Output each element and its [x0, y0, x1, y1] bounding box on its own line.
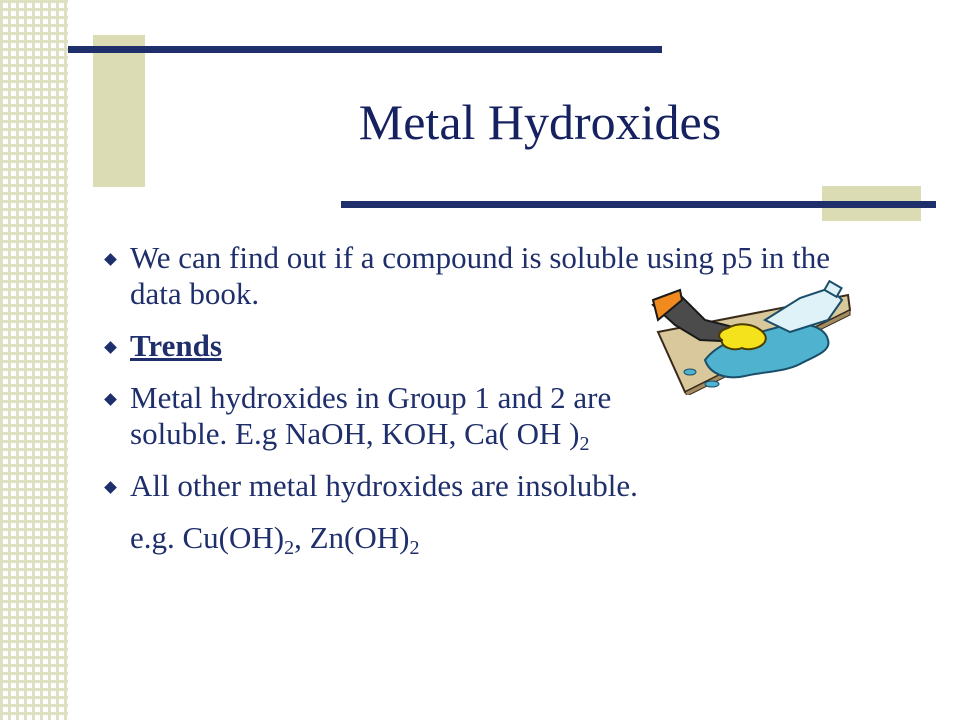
bullet-text: All other metal hydroxides are insoluble. — [130, 468, 638, 503]
bullet-text: We can find out if a compound is soluble using p5 in the data book. — [130, 240, 831, 311]
bullet-item-insoluble — [100, 468, 860, 504]
example-middle: , Zn(OH) — [294, 520, 410, 555]
subscript: 2 — [579, 433, 590, 455]
slide-title: Metal Hydroxides — [358, 94, 722, 150]
decorative-navy-line-top — [68, 46, 662, 53]
subscript: 2 — [409, 537, 420, 559]
example-prefix: e.g. Cu(OH) — [130, 520, 285, 555]
bullet-text-line1: Metal hydroxides in Group 1 and 2 are — [130, 380, 612, 415]
decorative-navy-line-bottom — [341, 201, 936, 208]
diamond-bullet-icon — [104, 341, 117, 354]
example-line — [100, 520, 860, 559]
diamond-bullet-icon — [104, 253, 117, 266]
diamond-bullet-icon — [104, 393, 117, 406]
left-lattice-pattern — [0, 0, 68, 720]
subscript: 2 — [284, 537, 295, 559]
bullet-text-line2: soluble. E.g NaOH, KOH, Ca( OH ) — [130, 416, 580, 451]
spilled-flask-cleanup-icon — [650, 280, 855, 395]
bullet-text-trends: Trends — [130, 328, 222, 363]
decorative-khaki-bar-vertical — [93, 35, 145, 187]
diamond-bullet-icon — [104, 481, 117, 494]
